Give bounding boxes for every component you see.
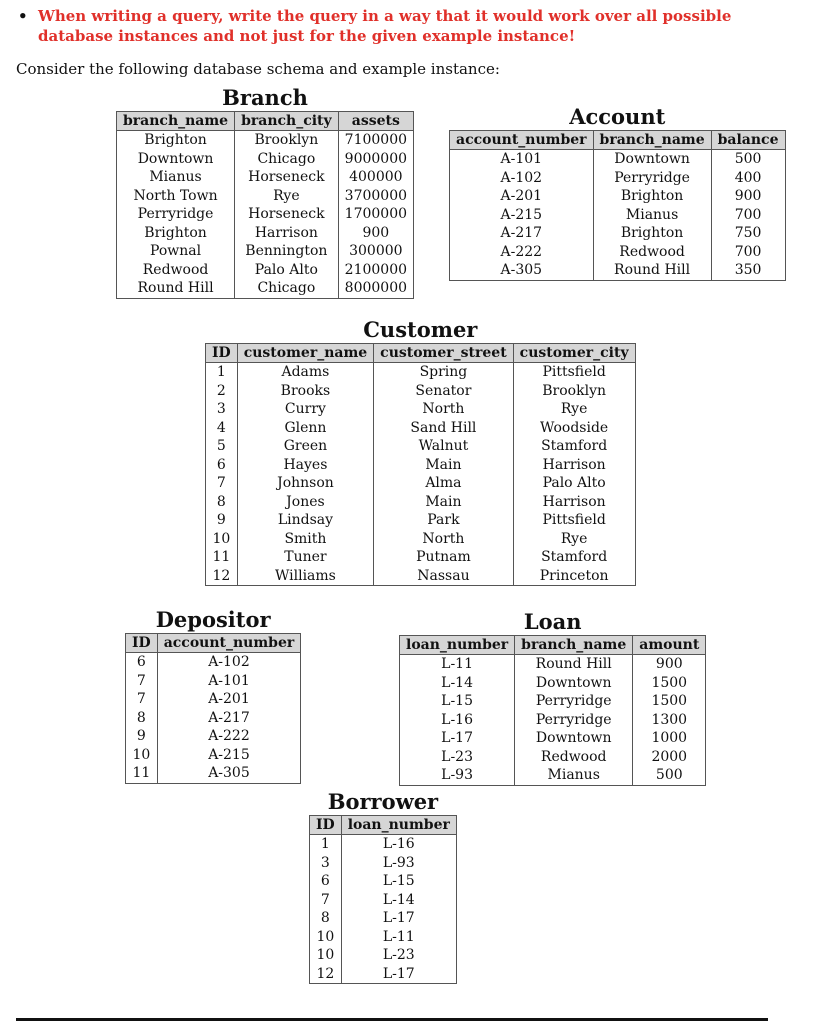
warning-text: When writing a query, write the query in a way that it would work over all possible database instances and not just for the given example instance! <box>38 7 732 45</box>
customer-table-block <box>205 318 636 586</box>
table-cell: North Town <box>117 187 235 206</box>
table-cell: Nassau <box>374 567 514 586</box>
table-cell: Bennington <box>235 242 339 261</box>
table-cell: 1300 <box>633 711 706 730</box>
bullet: • <box>18 7 28 25</box>
table-row <box>450 243 786 262</box>
table-row <box>310 946 457 965</box>
table-cell: Mianus <box>117 168 235 187</box>
column-header: loan_number <box>341 816 456 835</box>
column-header: branch_name <box>593 131 711 150</box>
table-cell: Downtown <box>515 729 633 748</box>
table-cell: 300000 <box>338 242 413 261</box>
table-cell: Chicago <box>235 279 339 298</box>
table-cell: 1700000 <box>338 205 413 224</box>
table-cell: Horseneck <box>235 205 339 224</box>
table-cell: 9000000 <box>338 150 413 169</box>
table-cell: A-305 <box>157 764 301 783</box>
table-row <box>126 690 301 709</box>
table-cell: 7 <box>310 891 342 910</box>
table-cell: A-217 <box>450 224 594 243</box>
header-row <box>400 636 706 655</box>
table-cell: 9 <box>126 727 158 746</box>
table-cell: Brooklyn <box>513 382 635 401</box>
table-cell: Chicago <box>235 150 339 169</box>
table-cell: Woodside <box>513 419 635 438</box>
header-row <box>310 816 457 835</box>
column-header: customer_city <box>513 344 635 363</box>
table-cell: Redwood <box>593 243 711 262</box>
table-cell: 700 <box>711 206 785 225</box>
table-row <box>206 363 636 382</box>
table-cell: Main <box>374 456 514 475</box>
table-cell: 2000 <box>633 748 706 767</box>
table-cell: 900 <box>633 655 706 674</box>
table-cell: A-305 <box>450 261 594 280</box>
table-cell: A-201 <box>450 187 594 206</box>
table-row <box>310 854 457 873</box>
table-cell: Williams <box>237 567 373 586</box>
table-row <box>400 655 706 674</box>
table-cell: Jones <box>237 493 373 512</box>
column-header: ID <box>206 344 238 363</box>
table-cell: Mianus <box>515 766 633 785</box>
table-row <box>206 511 636 530</box>
table-cell: Round Hill <box>515 655 633 674</box>
table-row <box>206 400 636 419</box>
column-header: assets <box>338 112 413 131</box>
table-cell: 6 <box>126 653 158 672</box>
bottom-rule <box>16 1018 768 1021</box>
table-cell: Curry <box>237 400 373 419</box>
table-cell: Lindsay <box>237 511 373 530</box>
table-cell: North <box>374 530 514 549</box>
table-cell: 350 <box>711 261 785 280</box>
table-cell: Rye <box>513 400 635 419</box>
table-cell: Senator <box>374 382 514 401</box>
table-cell: Downtown <box>117 150 235 169</box>
warning-note <box>18 6 798 46</box>
table-cell: 1 <box>310 835 342 854</box>
table-cell: Princeton <box>513 567 635 586</box>
branch-table-block <box>116 86 414 299</box>
table-cell: 8 <box>310 909 342 928</box>
table-cell: 6 <box>206 456 238 475</box>
table-cell: L-17 <box>341 965 456 984</box>
table-row <box>400 766 706 785</box>
depositor-title: Depositor <box>155 607 271 632</box>
branch-title: Branch <box>222 85 308 110</box>
table-cell: A-201 <box>157 690 301 709</box>
table-cell: 5 <box>206 437 238 456</box>
table-cell: A-217 <box>157 709 301 728</box>
table-row <box>126 746 301 765</box>
table-row <box>117 131 414 150</box>
table-cell: Redwood <box>117 261 235 280</box>
table-row <box>117 279 414 298</box>
table-cell: Round Hill <box>117 279 235 298</box>
table-cell: L-16 <box>400 711 515 730</box>
column-header: customer_street <box>374 344 514 363</box>
table-cell: 900 <box>338 224 413 243</box>
table-cell: A-215 <box>450 206 594 225</box>
table-cell: Brighton <box>593 224 711 243</box>
table-cell: 10 <box>310 946 342 965</box>
table-cell: 11 <box>126 764 158 783</box>
table-row <box>206 382 636 401</box>
header-row <box>117 112 414 131</box>
table-cell: Glenn <box>237 419 373 438</box>
table-row <box>126 709 301 728</box>
loan-table-block <box>399 610 706 786</box>
table-cell: Stamford <box>513 437 635 456</box>
table-row <box>117 168 414 187</box>
column-header: amount <box>633 636 706 655</box>
table-cell: L-15 <box>400 692 515 711</box>
customer-table <box>205 343 636 586</box>
table-cell: A-102 <box>157 653 301 672</box>
table-cell: Mianus <box>593 206 711 225</box>
table-row <box>310 909 457 928</box>
table-row <box>117 205 414 224</box>
table-cell: North <box>374 400 514 419</box>
table-cell: 500 <box>711 150 785 169</box>
table-cell: Harrison <box>513 493 635 512</box>
table-row <box>206 567 636 586</box>
table-cell: Horseneck <box>235 168 339 187</box>
account-table <box>449 130 786 281</box>
table-row <box>117 261 414 280</box>
loan-table <box>399 635 706 786</box>
table-row <box>310 891 457 910</box>
table-cell: Pittsfield <box>513 363 635 382</box>
table-cell: 10 <box>310 928 342 947</box>
table-cell: 8000000 <box>338 279 413 298</box>
table-row <box>400 748 706 767</box>
table-cell: 2100000 <box>338 261 413 280</box>
table-cell: L-93 <box>341 854 456 873</box>
table-cell: 10 <box>206 530 238 549</box>
table-cell: Walnut <box>374 437 514 456</box>
depositor-table <box>125 633 301 784</box>
table-cell: L-93 <box>400 766 515 785</box>
table-cell: L-23 <box>341 946 456 965</box>
table-cell: 3 <box>310 854 342 873</box>
table-cell: 1500 <box>633 692 706 711</box>
column-header: branch_name <box>515 636 633 655</box>
table-cell: 7 <box>206 474 238 493</box>
table-cell: Smith <box>237 530 373 549</box>
table-cell: L-14 <box>341 891 456 910</box>
table-cell: Harrison <box>235 224 339 243</box>
table-row <box>206 474 636 493</box>
borrower-table-block <box>309 790 457 984</box>
table-cell: Putnam <box>374 548 514 567</box>
column-header: branch_name <box>117 112 235 131</box>
table-cell: Downtown <box>515 674 633 693</box>
table-cell: 12 <box>206 567 238 586</box>
borrower-title: Borrower <box>327 789 439 814</box>
column-header: loan_number <box>400 636 515 655</box>
table-cell: Harrison <box>513 456 635 475</box>
table-cell: Perryridge <box>117 205 235 224</box>
table-cell: Green <box>237 437 373 456</box>
loan-title: Loan <box>523 609 582 634</box>
header-row <box>126 634 301 653</box>
table-row <box>310 928 457 947</box>
table-cell: 8 <box>126 709 158 728</box>
table-row <box>206 437 636 456</box>
table-row <box>126 764 301 783</box>
table-cell: L-14 <box>400 674 515 693</box>
table-cell: 8 <box>206 493 238 512</box>
table-cell: Spring <box>374 363 514 382</box>
table-row <box>310 965 457 984</box>
table-cell: 7100000 <box>338 131 413 150</box>
table-cell: 9 <box>206 511 238 530</box>
table-cell: A-101 <box>450 150 594 169</box>
table-row <box>206 456 636 475</box>
table-cell: 400000 <box>338 168 413 187</box>
table-cell: 1500 <box>633 674 706 693</box>
column-header: account_number <box>157 634 301 653</box>
table-row <box>400 729 706 748</box>
table-cell: Rye <box>513 530 635 549</box>
table-cell: Alma <box>374 474 514 493</box>
table-cell: Downtown <box>593 150 711 169</box>
table-row <box>126 653 301 672</box>
column-header: ID <box>310 816 342 835</box>
table-cell: 3 <box>206 400 238 419</box>
table-cell: Pownal <box>117 242 235 261</box>
table-row <box>117 224 414 243</box>
table-cell: Johnson <box>237 474 373 493</box>
table-row <box>450 150 786 169</box>
table-cell: 7 <box>126 672 158 691</box>
intro-text: Consider the following database schema and example instance: <box>16 60 500 78</box>
table-cell: L-11 <box>341 928 456 947</box>
table-row <box>400 692 706 711</box>
table-cell: 500 <box>633 766 706 785</box>
account-title: Account <box>569 104 666 129</box>
table-cell: 4 <box>206 419 238 438</box>
table-row <box>206 419 636 438</box>
table-cell: Pittsfield <box>513 511 635 530</box>
column-header: account_number <box>450 131 594 150</box>
column-header: customer_name <box>237 344 373 363</box>
table-cell: A-215 <box>157 746 301 765</box>
table-cell: L-17 <box>341 909 456 928</box>
table-row <box>206 493 636 512</box>
table-cell: L-23 <box>400 748 515 767</box>
table-cell: A-222 <box>157 727 301 746</box>
table-cell: 12 <box>310 965 342 984</box>
table-cell: A-222 <box>450 243 594 262</box>
table-row <box>126 727 301 746</box>
table-row <box>126 672 301 691</box>
table-cell: Brighton <box>117 224 235 243</box>
table-cell: Hayes <box>237 456 373 475</box>
table-cell: Park <box>374 511 514 530</box>
table-cell: 1000 <box>633 729 706 748</box>
table-cell: L-15 <box>341 872 456 891</box>
table-cell: Palo Alto <box>235 261 339 280</box>
branch-table <box>116 111 414 299</box>
table-cell: Brighton <box>117 131 235 150</box>
table-cell: 900 <box>711 187 785 206</box>
table-row <box>206 548 636 567</box>
table-row <box>450 187 786 206</box>
table-cell: Palo Alto <box>513 474 635 493</box>
table-cell: 400 <box>711 169 785 188</box>
header-row <box>450 131 786 150</box>
table-row <box>450 261 786 280</box>
table-cell: L-17 <box>400 729 515 748</box>
table-row <box>206 530 636 549</box>
table-cell: A-101 <box>157 672 301 691</box>
table-row <box>117 187 414 206</box>
column-header: branch_city <box>235 112 339 131</box>
table-row <box>400 674 706 693</box>
table-row <box>310 872 457 891</box>
table-cell: 2 <box>206 382 238 401</box>
table-row <box>117 150 414 169</box>
table-row <box>117 242 414 261</box>
table-cell: Perryridge <box>515 711 633 730</box>
table-cell: Round Hill <box>593 261 711 280</box>
account-table-block <box>449 105 786 281</box>
table-row <box>310 835 457 854</box>
table-row <box>450 169 786 188</box>
table-cell: Adams <box>237 363 373 382</box>
table-cell: Redwood <box>515 748 633 767</box>
table-cell: A-102 <box>450 169 594 188</box>
table-cell: 1 <box>206 363 238 382</box>
table-cell: Sand Hill <box>374 419 514 438</box>
table-cell: L-11 <box>400 655 515 674</box>
table-cell: Rye <box>235 187 339 206</box>
table-cell: Brooks <box>237 382 373 401</box>
table-cell: Stamford <box>513 548 635 567</box>
column-header: balance <box>711 131 785 150</box>
table-cell: 7 <box>126 690 158 709</box>
column-header: ID <box>126 634 158 653</box>
table-row <box>400 711 706 730</box>
table-cell: 10 <box>126 746 158 765</box>
table-row <box>450 206 786 225</box>
table-row <box>450 224 786 243</box>
customer-title: Customer <box>363 317 478 342</box>
table-cell: 3700000 <box>338 187 413 206</box>
table-cell: 6 <box>310 872 342 891</box>
table-cell: Tuner <box>237 548 373 567</box>
table-cell: L-16 <box>341 835 456 854</box>
table-cell: Main <box>374 493 514 512</box>
header-row <box>206 344 636 363</box>
table-cell: 700 <box>711 243 785 262</box>
table-cell: Brighton <box>593 187 711 206</box>
table-cell: 750 <box>711 224 785 243</box>
table-cell: Perryridge <box>593 169 711 188</box>
table-cell: 11 <box>206 548 238 567</box>
depositor-table-block <box>125 608 301 784</box>
table-cell: Brooklyn <box>235 131 339 150</box>
table-cell: Perryridge <box>515 692 633 711</box>
borrower-table <box>309 815 457 984</box>
